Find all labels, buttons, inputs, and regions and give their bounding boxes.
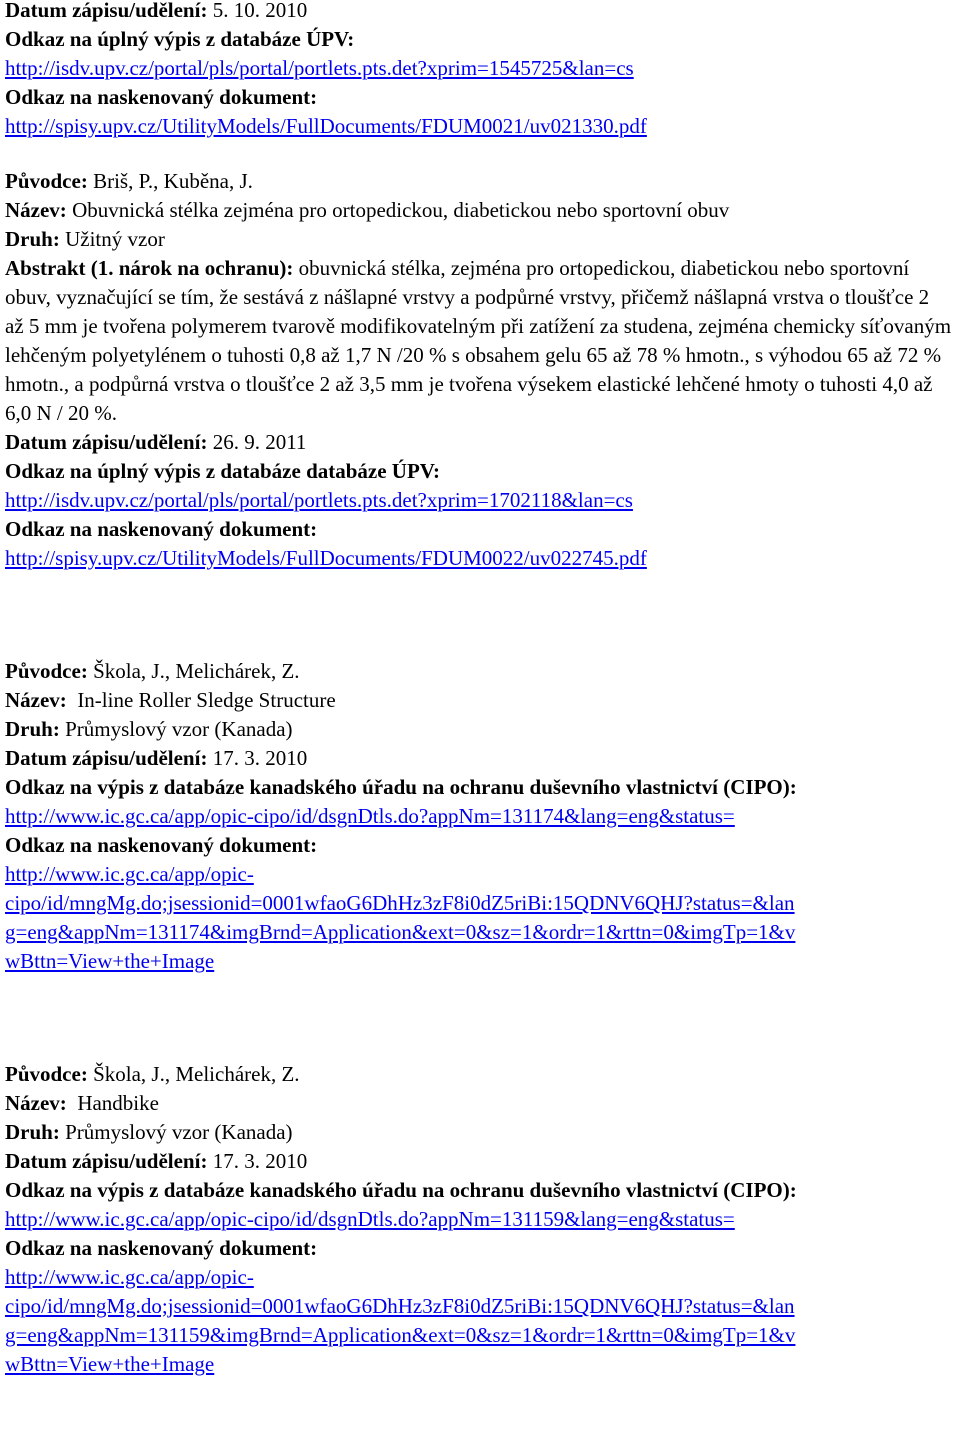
record-2-authors (5, 167, 952, 196)
record-3-date (5, 744, 952, 773)
record-1-tail (5, 0, 952, 141)
record-4-type (5, 1118, 952, 1147)
record-2-scan-label: Odkaz na naskenovaný dokument: (5, 517, 318, 541)
abstract-label: Abstrakt (1. nárok na ochranu): (5, 256, 294, 280)
authors-label: Původce: (5, 1062, 88, 1086)
record-2-abstract (5, 254, 952, 428)
type-value: Užitný vzor (59, 227, 165, 251)
record-1-full-label: Odkaz na úplný výpis z databáze ÚPV: (5, 27, 355, 51)
record-4-name (5, 1089, 952, 1118)
type-value: Průmyslový vzor (Kanada) (59, 1120, 293, 1144)
record-4-scan-link-block[interactable] (5, 1263, 952, 1379)
record-3-cipo-link[interactable]: http://www.ic.gc.ca/app/opic-cipo/id/dsgnDtls.do?appNm=131174&lang=eng&status= (5, 804, 735, 828)
name-value: In-line Roller Sledge Structure (66, 688, 336, 712)
spacer (5, 573, 952, 657)
record-2-full-label: Odkaz na úplný výpis z databáze databáze ÚPV: (5, 459, 441, 483)
record-4-date (5, 1147, 952, 1176)
record-1-full-link[interactable]: http://isdv.upv.cz/portal/pls/portal/portlets.pts.det?xprim=1545725&lan=cs (5, 56, 634, 80)
name-value: Handbike (66, 1091, 159, 1115)
authors-value: Briš, P., Kuběna, J. (87, 169, 253, 193)
record-2-scan-link[interactable]: http://spisy.upv.cz/UtilityModels/FullDocuments/FDUM0022/uv022745.pdf (5, 546, 647, 570)
record-2-type (5, 225, 952, 254)
record-3-scan-link-part-1[interactable]: http://www.ic.gc.ca/app/opic- (5, 862, 254, 886)
record-4 (5, 1060, 952, 1379)
record-3-scan-link-part-4[interactable]: wBttn=View+the+Image (5, 949, 215, 973)
abstract-value: obuvnická stélka, zejména pro ortopedickou, diabetickou nebo sportovní obuv, vyznačující se tím, že sestává z nášlapné vrstvy a podpůrné vrstvy, přičemž nášlapná vrstva o tloušťce 2 až 5 mm je tvořena polymerem tvarově modifikovatelným při zatížení za studena, zejména chemicky síťovaným lehčeným polyetylénem o tuhosti 0,8 až 1,7 N /20 % s obsahem gelu 65 až 78 % hmotn., s výhodou 65 až 72 % hmotn., a podpůrná vrstva o tloušťce 2 až 3,5 mm je tvořena výsekem elastické lehčené hmoty o tuhosti 4,0 až 6,0 N / 20 %. (5, 256, 952, 425)
record-4-scan-link-part-2[interactable]: cipo/id/mngMg.do;jsessionid=0001wfaoG6DhHz3zF8i0dZ5riBi:15QDNV6QHJ?status=&lan (5, 1294, 795, 1318)
record-1-scan-label: Odkaz na naskenovaný dokument: (5, 85, 318, 109)
record-3-authors (5, 657, 952, 686)
record-3-scan-link-block[interactable] (5, 860, 952, 976)
type-label: Druh: (5, 1120, 60, 1144)
type-value: Průmyslový vzor (Kanada) (59, 717, 293, 741)
record-3-cipo-label: Odkaz na výpis z databáze kanadského úřadu na ochranu duševního vlastnictví (CIPO): (5, 775, 797, 799)
name-value: Obuvnická stélka zejména pro ortopedickou, diabetickou nebo sportovní obuv (66, 198, 730, 222)
date-label: Datum zápisu/udělení: (5, 430, 208, 454)
date-label: Datum zápisu/udělení: (5, 746, 208, 770)
record-2 (5, 167, 952, 573)
record-3-name (5, 686, 952, 715)
date-value: 5. 10. 2010 (207, 0, 308, 22)
authors-label: Původce: (5, 659, 88, 683)
authors-value: Škola, J., Melichárek, Z. (87, 659, 300, 683)
date-value: 26. 9. 2011 (207, 430, 307, 454)
authors-label: Původce: (5, 169, 88, 193)
name-label: Název: (5, 1091, 67, 1115)
record-3-scan-link-part-2[interactable]: cipo/id/mngMg.do;jsessionid=0001wfaoG6DhHz3zF8i0dZ5riBi:15QDNV6QHJ?status=&lan (5, 891, 795, 915)
record-3-type (5, 715, 952, 744)
record-4-scan-link-part-3[interactable]: g=eng&appNm=131159&imgBrnd=Application&ext=0&sz=1&ordr=1&rttn=0&imgTp=1&v (5, 1323, 796, 1347)
record-4-cipo-link[interactable]: http://www.ic.gc.ca/app/opic-cipo/id/dsgnDtls.do?appNm=131159&lang=eng&status= (5, 1207, 735, 1231)
record-2-date (5, 428, 952, 457)
type-label: Druh: (5, 717, 60, 741)
type-label: Druh: (5, 227, 60, 251)
record-2-full-link[interactable]: http://isdv.upv.cz/portal/pls/portal/portlets.pts.det?xprim=1702118&lan=cs (5, 488, 633, 512)
date-label: Datum zápisu/udělení: (5, 1149, 208, 1173)
record-1-date (5, 0, 952, 25)
record-4-scan-link-part-4[interactable]: wBttn=View+the+Image (5, 1352, 215, 1376)
name-label: Název: (5, 198, 67, 222)
date-label: Datum zápisu/udělení: (5, 0, 208, 22)
record-1-scan-link[interactable]: http://spisy.upv.cz/UtilityModels/FullDocuments/FDUM0021/uv021330.pdf (5, 114, 647, 138)
spacer (5, 141, 952, 167)
record-4-scan-link-part-1[interactable]: http://www.ic.gc.ca/app/opic- (5, 1265, 254, 1289)
date-value: 17. 3. 2010 (207, 1149, 308, 1173)
authors-value: Škola, J., Melichárek, Z. (87, 1062, 300, 1086)
record-3-scan-label: Odkaz na naskenovaný dokument: (5, 833, 318, 857)
name-label: Název: (5, 688, 67, 712)
date-value: 17. 3. 2010 (207, 746, 308, 770)
record-4-cipo-label: Odkaz na výpis z databáze kanadského úřadu na ochranu duševního vlastnictví (CIPO): (5, 1178, 797, 1202)
record-4-scan-label: Odkaz na naskenovaný dokument: (5, 1236, 318, 1260)
spacer (5, 976, 952, 1060)
record-4-authors (5, 1060, 952, 1089)
record-3-scan-link-part-3[interactable]: g=eng&appNm=131174&imgBrnd=Application&ext=0&sz=1&ordr=1&rttn=0&imgTp=1&v (5, 920, 796, 944)
record-3 (5, 657, 952, 976)
record-2-name (5, 196, 952, 225)
